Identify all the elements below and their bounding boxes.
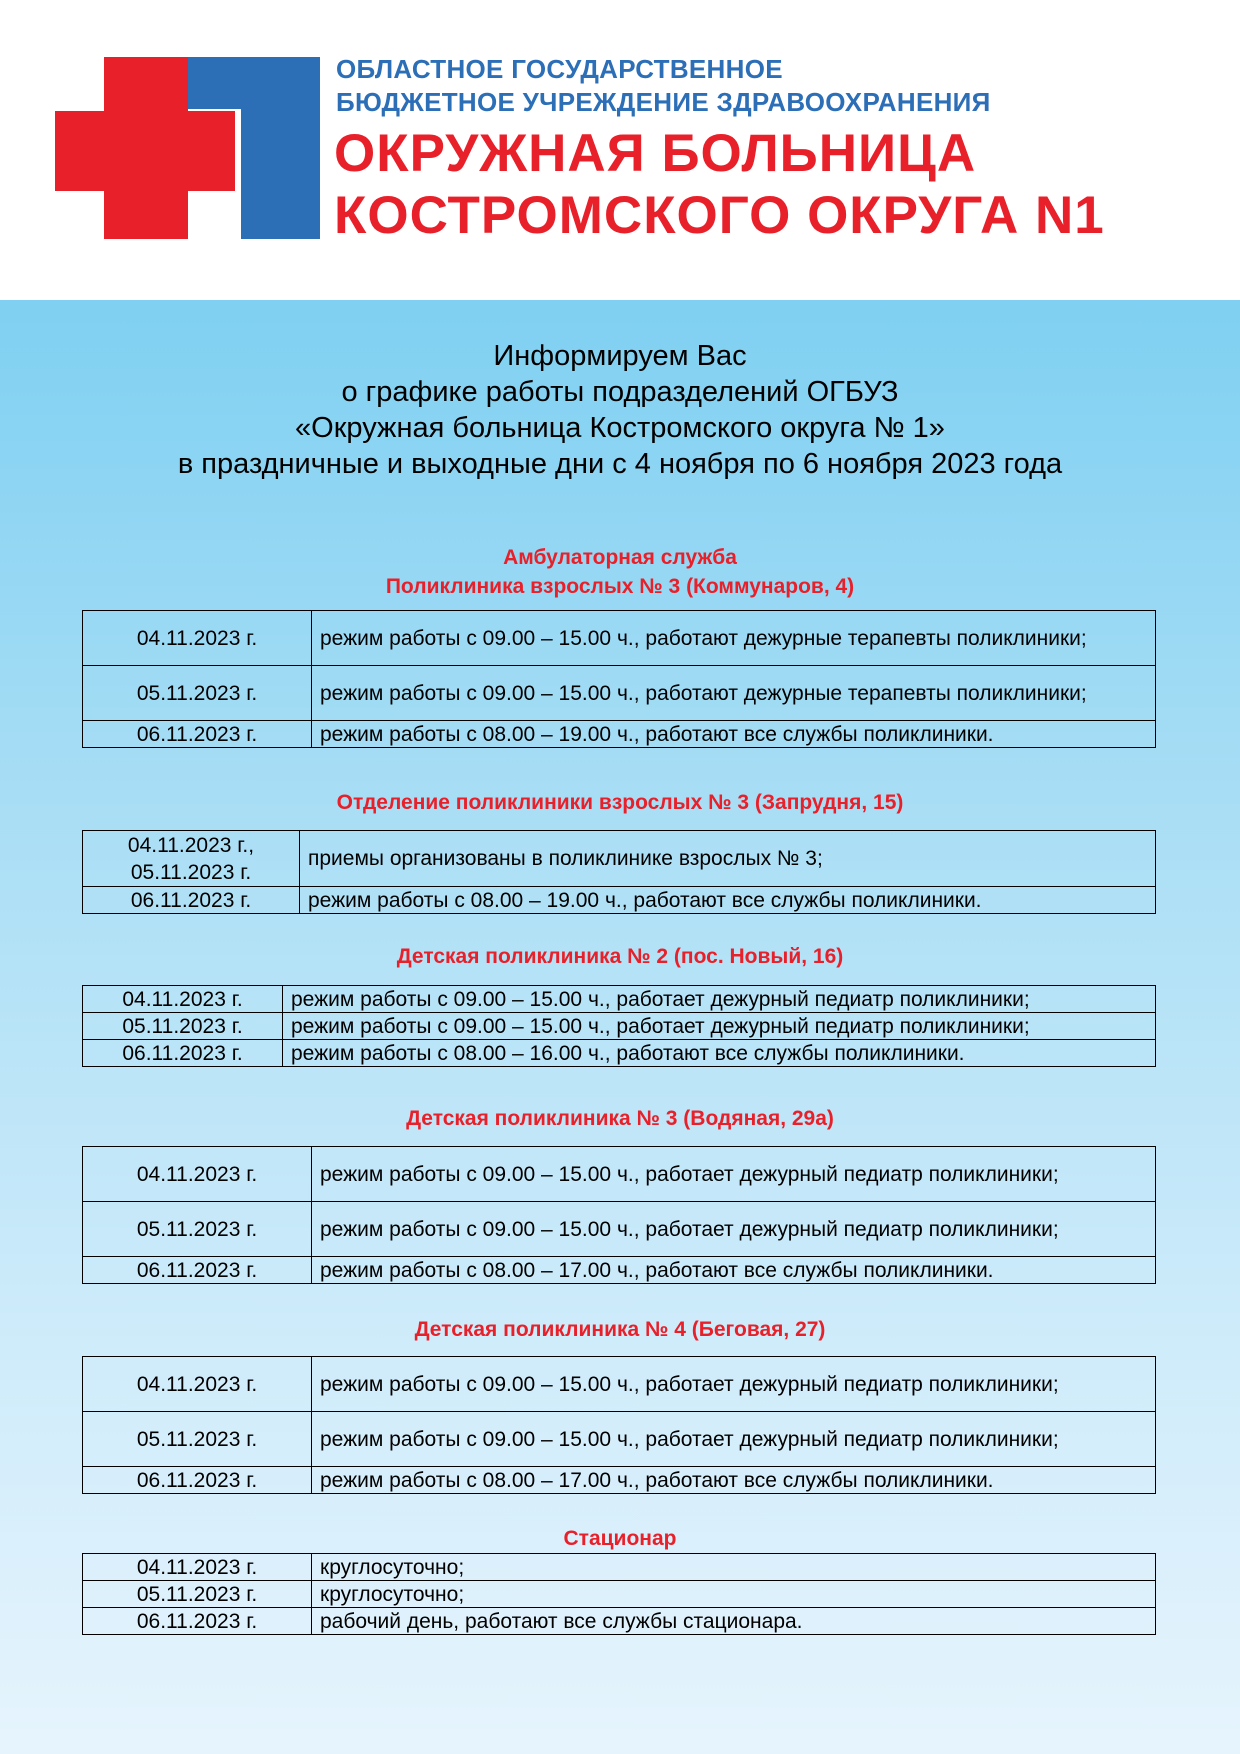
table-row [83, 1357, 1156, 1412]
table-row [83, 1554, 1156, 1581]
date-cell: 05.11.2023 г. [83, 1581, 312, 1608]
date-cell: 06.11.2023 г. [83, 1257, 312, 1284]
table-row [83, 666, 1156, 721]
table-row [83, 1040, 1156, 1067]
section-title: Амбулаторная служба [503, 546, 737, 569]
intro-line-1: Информируем Вас [493, 340, 747, 372]
table-row [83, 986, 1156, 1013]
schedule-cell: режим работы с 09.00 – 15.00 ч., работает дежурный педиатр поликлиники; [312, 1412, 1156, 1467]
date-line: 05.11.2023 г. [130, 860, 252, 884]
schedule-cell: режим работы с 09.00 – 15.00 ч., работают дежурные терапевты поликлиники; [312, 611, 1156, 666]
date-cell: 04.11.2023 г. [83, 1554, 312, 1581]
schedule-table-children-polyclinic-4 [82, 1356, 1156, 1494]
table-row [83, 887, 1156, 914]
schedule-table-hospital [82, 1553, 1156, 1635]
schedule-notice [0, 300, 1240, 1754]
schedule-cell: режим работы с 08.00 – 17.00 ч., работают все службы поликлиники. [312, 1467, 1156, 1494]
schedule-cell: круглосуточно; [312, 1581, 1156, 1608]
schedule-cell: режим работы с 09.00 – 15.00 ч., работают дежурные терапевты поликлиники; [312, 666, 1156, 721]
table-row [83, 1257, 1156, 1284]
schedule-cell: режим работы с 09.00 – 15.00 ч., работает дежурный педиатр поликлиники; [283, 1013, 1156, 1040]
date-cell [83, 831, 300, 887]
table-row [83, 1608, 1156, 1635]
schedule-cell: рабочий день, работают все службы стационара. [312, 1608, 1156, 1635]
date-cell: 06.11.2023 г. [83, 887, 300, 914]
table-row [83, 831, 1156, 887]
table-row [83, 1467, 1156, 1494]
intro-line-2: о графике работы подразделений ОГБУЗ [341, 376, 899, 408]
section-title: Стационар [563, 1527, 677, 1550]
date-cell: 04.11.2023 г. [83, 1357, 312, 1412]
date-cell: 05.11.2023 г. [83, 1412, 312, 1467]
date-cell: 06.11.2023 г. [83, 721, 312, 748]
date-cell: 06.11.2023 г. [83, 1608, 312, 1635]
table-row [83, 1581, 1156, 1608]
schedule-cell: режим работы с 09.00 – 15.00 ч., работает дежурный педиатр поликлиники; [312, 1202, 1156, 1257]
date-cell: 05.11.2023 г. [83, 666, 312, 721]
section-title: Детская поликлиника № 2 (пос. Новый, 16) [396, 945, 844, 968]
schedule-table-children-polyclinic-3 [82, 1146, 1156, 1284]
table-row [83, 721, 1156, 748]
section-title: Детская поликлиника № 4 (Беговая, 27) [414, 1318, 826, 1341]
table-row [83, 1412, 1156, 1467]
org-line-2: БЮДЖЕТНОЕ УЧРЕЖДЕНИЕ ЗДРАВООХРАНЕНИЯ [336, 87, 991, 117]
table-row [83, 611, 1156, 666]
schedule-cell: режим работы с 09.00 – 15.00 ч., работает дежурный педиатр поликлиники; [312, 1147, 1156, 1202]
table-row [83, 1013, 1156, 1040]
date-cell: 05.11.2023 г. [83, 1013, 283, 1040]
hospital-name-line-1: ОКРУЖНАЯ БОЛЬНИЦА [334, 124, 977, 183]
org-line-1: ОБЛАСТНОЕ ГОСУДАРСТВЕННОЕ [336, 54, 783, 84]
date-line: 04.11.2023 г., [127, 833, 255, 857]
section-title: Детская поликлиника № 3 (Водяная, 29а) [406, 1107, 834, 1130]
section-subtitle: Поликлиника взрослых № 3 (Коммунаров, 4) [385, 575, 855, 598]
schedule-cell: приемы организованы в поликлинике взрослых № 3; [300, 831, 1156, 887]
section-title: Отделение поликлиники взрослых № 3 (Запрудня, 15) [336, 791, 904, 814]
schedule-cell: режим работы с 09.00 – 15.00 ч., работает дежурный педиатр поликлиники; [312, 1357, 1156, 1412]
schedule-cell: режим работы с 08.00 – 19.00 ч., работают все службы поликлиники. [312, 721, 1156, 748]
date-cell: 06.11.2023 г. [83, 1040, 283, 1067]
table-row [83, 1147, 1156, 1202]
intro-line-4: в праздничные и выходные дни с 4 ноября по 6 ноября 2023 года [177, 448, 1063, 480]
date-cell: 04.11.2023 г. [83, 1147, 312, 1202]
header [0, 0, 1240, 300]
schedule-table-children-polyclinic-2 [82, 985, 1156, 1067]
date-cell: 05.11.2023 г. [83, 1202, 312, 1257]
hospital-name-line-2: КОСТРОМСКОГО ОКРУГА N1 [334, 186, 1105, 245]
schedule-cell: режим работы с 08.00 – 16.00 ч., работают все службы поликлиники. [283, 1040, 1156, 1067]
date-cell: 06.11.2023 г. [83, 1467, 312, 1494]
date-cell: 04.11.2023 г. [83, 986, 283, 1013]
schedule-cell: режим работы с 08.00 – 19.00 ч., работают все службы поликлиники. [300, 887, 1156, 914]
schedule-cell: круглосуточно; [312, 1554, 1156, 1581]
schedule-table-adult-polyclinic-3 [82, 610, 1156, 748]
schedule-cell: режим работы с 08.00 – 17.00 ч., работают все службы поликлиники. [312, 1257, 1156, 1284]
intro-line-3: «Окружная больница Костромского округа № 1» [295, 412, 945, 444]
date-cell: 04.11.2023 г. [83, 611, 312, 666]
schedule-table-zaprudnya [82, 830, 1156, 914]
schedule-cell: режим работы с 09.00 – 15.00 ч., работает дежурный педиатр поликлиники; [283, 986, 1156, 1013]
intro-heading [0, 338, 1240, 482]
table-row [83, 1202, 1156, 1257]
